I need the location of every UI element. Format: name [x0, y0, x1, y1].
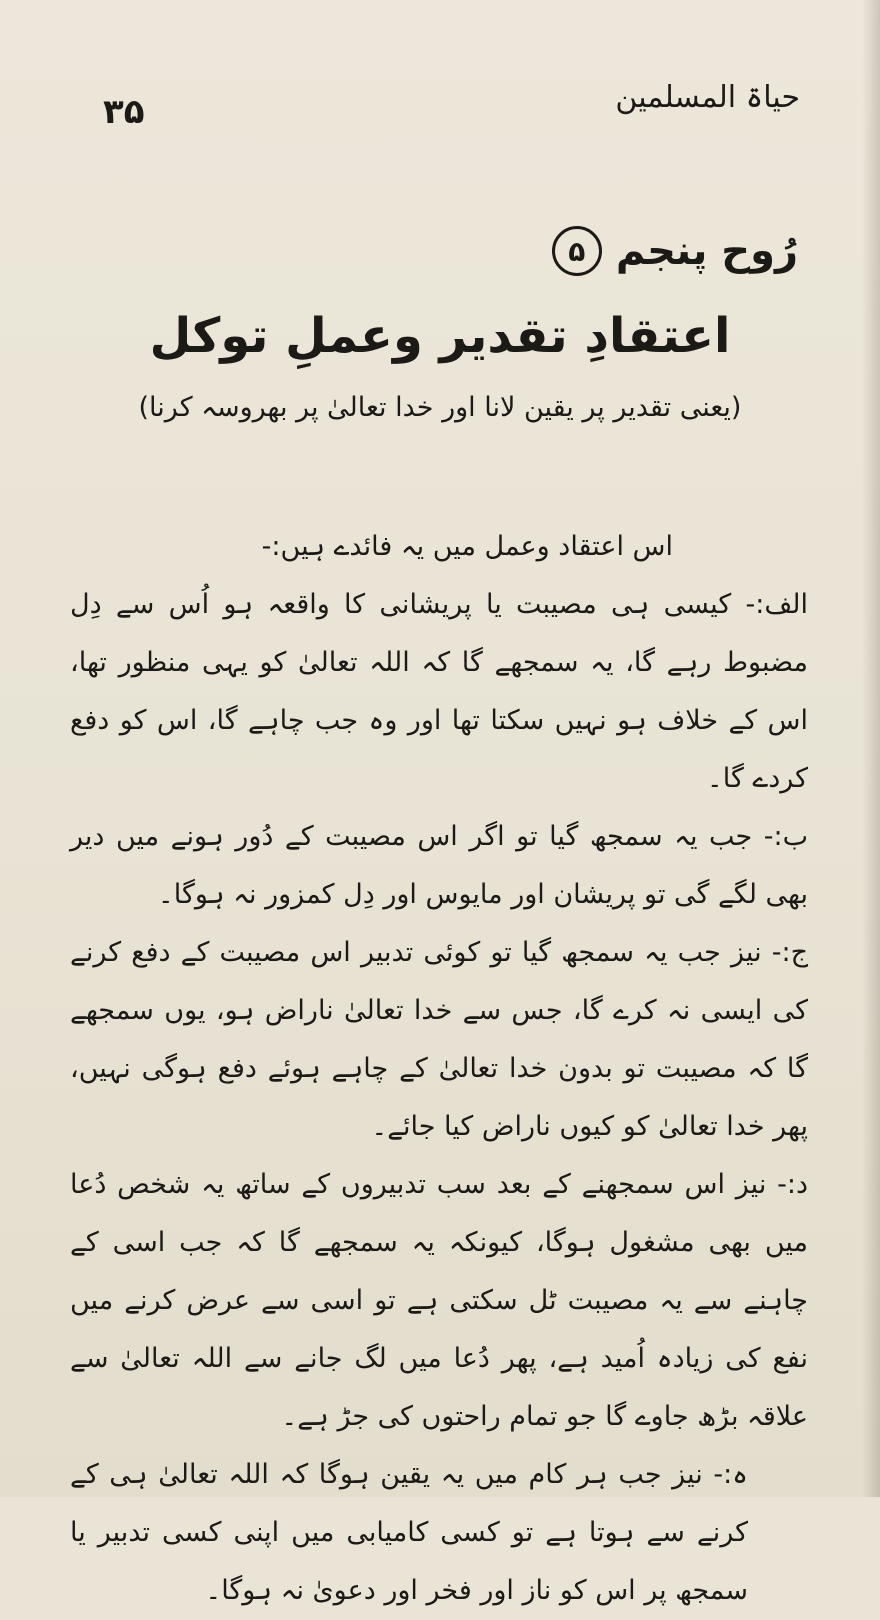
- paragraph-alif: الف:- کیسی ہی مصیبت یا پریشانی کا واقعہ ہو اُس سے دِل مضبوط رہے گا، یہ سمجھے گا کہ اللہ تعالیٰ کو یہی منظور تھا، اس کے خلاف ہو نہیں سکتا تھا اور وہ جب چاہے گا، اس کو دفع کردے گا۔: [70, 589, 808, 794]
- running-title: حیاۃ المسلمین: [615, 80, 800, 115]
- chapter-number-circle: ۵: [552, 226, 602, 276]
- body-text: [70, 518, 808, 1620]
- section-heading: اعتقادِ تقدیر وعملِ توکل: [149, 308, 731, 364]
- chapter-line: [552, 226, 798, 276]
- paragraph-jeem: ج:- نیز جب یہ سمجھ گیا تو کوئی تدبیر اس مصیبت کے دفع کرنے کی ایسی نہ کرے گا، جس سے خدا تعالیٰ ناراض ہو، یوں سمجھے گا کہ مصیبت تو بدون خدا تعالیٰ کے چاہے ہوئے دفع ہوگی نہیں، پھر خدا تعالیٰ کو کیوں ناراض کیا جائے۔: [70, 937, 808, 1142]
- intro-paragraph: اس اعتقاد وعمل میں یہ فائدے ہیں:-: [261, 531, 673, 562]
- page-number: ۳۵: [103, 92, 145, 132]
- page-edge-shadow: [862, 0, 880, 1497]
- chapter-title: رُوح پنجم: [615, 228, 798, 274]
- paragraph-be: ب:- جب یہ سمجھ گیا تو اگر اس مصیبت کے دُور ہونے میں دیر بھی لگے گی تو پریشان اور مایوس اور دِل کمزور نہ ہوگا۔: [70, 821, 808, 910]
- paragraph-he: ہ:- نیز جب ہر کام میں یہ یقین ہوگا کہ اللہ تعالیٰ ہی کے کرنے سے ہوتا ہے تو کسی کامیابی میں اپنی کسی تدبیر یا سمجھ پر اس کو ناز اور فخر اور دعویٰ نہ ہوگا۔: [70, 1459, 748, 1606]
- section-subtitle: (یعنی تقدیر پر یقین لانا اور خدا تعالیٰ پر بھروسہ کرنا): [138, 392, 742, 423]
- paragraph-dal: د:- نیز اس سمجھنے کے بعد سب تدبیروں کے ساتھ یہ شخص دُعا میں بھی مشغول ہوگا، کیونکہ یہ سمجھے گا کہ جب اسی کے چاہنے سے یہ مصیبت ٹل سکتی ہے تو اسی سے عرض کرنے میں نفع کی زیادہ اُمید ہے، پھر دُعا میں لگ جانے سے اللہ تعالیٰ سے علاقہ بڑھ جاوے گا جو تمام راحتوں کی جڑ ہے۔: [70, 1169, 808, 1432]
